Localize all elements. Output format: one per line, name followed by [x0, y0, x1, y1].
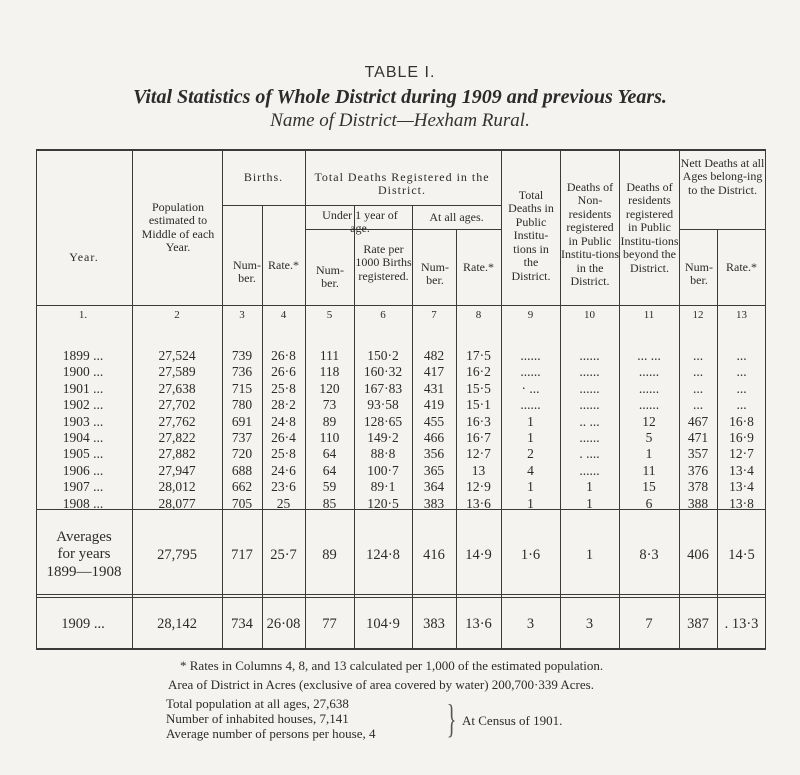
table-cell: 25 — [276, 495, 291, 511]
table-cell: 13·6 — [466, 495, 491, 511]
table-cell: 1 — [527, 413, 534, 429]
table-cell: 1 — [645, 446, 653, 462]
col-header-total-deaths: Total Deaths Registered in the District. — [314, 170, 490, 198]
table-cell: · ... — [521, 380, 540, 396]
averages-cell: 14·9 — [465, 547, 492, 563]
table-bottom-rule — [36, 648, 766, 650]
table-cell: 15·1 — [466, 397, 491, 413]
census-houses: Number of inhabited houses, 7,141 — [166, 710, 349, 726]
table-cell: 25·8 — [271, 446, 296, 462]
table-cell: 118 — [319, 364, 340, 380]
col-header-nett-deaths: Nett Deaths at all Ages belong-ing to the District. — [680, 156, 765, 197]
table-cell: 737 — [231, 430, 253, 445]
col-header-all-ages: At all ages. — [429, 210, 484, 224]
row-year: 1907 ... — [62, 479, 104, 495]
year-1909-cell: 3 — [526, 616, 535, 632]
table-cell: ... — [736, 380, 747, 396]
col-header-nett-rate: Rate.* — [726, 260, 757, 274]
row-year: 1902 ... — [62, 397, 104, 413]
col-header-all-ages-rate: Rate.* — [463, 260, 494, 274]
table-cell: 357 — [687, 446, 709, 462]
averages-cell: 1 — [585, 547, 594, 563]
table-cell: ...... — [579, 364, 600, 380]
table-cell: 27,589 — [158, 364, 196, 380]
table-cell: 27,947 — [158, 462, 196, 478]
table-cell: 455 — [423, 413, 445, 429]
table-cell: 27,822 — [158, 430, 196, 445]
table-cell: 150·2 — [367, 348, 399, 363]
district-name: Name of District—Hexham Rural. — [270, 110, 530, 131]
table-cell: 88·8 — [370, 446, 396, 462]
col-header-population: Population estimated to Middle of each Year. — [141, 200, 215, 255]
table-cell: 17·5 — [466, 348, 491, 363]
table-cell: ...... — [638, 380, 660, 396]
col-header-nett-number: Num-ber. — [685, 260, 713, 288]
averages-cell: 14·5 — [728, 547, 755, 563]
table-cell: 688 — [231, 462, 253, 478]
table-cell: 110 — [319, 430, 340, 445]
table-cell: ... ... — [637, 348, 661, 363]
table-cell: 388 — [687, 495, 709, 511]
column-number: 6 — [380, 309, 386, 321]
table-cell: 364 — [423, 479, 445, 495]
vital-statistics-table — [36, 149, 766, 650]
column-number: 13 — [736, 309, 747, 321]
averages-cell: 27,795 — [157, 547, 197, 563]
table-cell: 16·8 — [729, 413, 754, 429]
table-cell: 383 — [423, 495, 445, 511]
column-number: 2 — [174, 309, 180, 321]
table-cell: 64 — [322, 462, 337, 478]
table-cell: 1 — [527, 479, 534, 495]
table-cell: 12·9 — [466, 479, 491, 495]
averages-cell: 406 — [687, 547, 709, 563]
table-cell: 471 — [687, 430, 709, 445]
year-1909-cell: 734 — [231, 616, 253, 632]
table-cell: 149·2 — [367, 430, 399, 445]
table-cell: 1 — [527, 495, 534, 511]
table-cell: 11 — [642, 462, 656, 478]
row-year: 1901 ... — [62, 380, 104, 396]
year-1909-cell: 387 — [687, 616, 709, 632]
col-header-all-ages-number: Num-ber. — [421, 260, 449, 288]
table-cell: 467 — [687, 413, 709, 429]
table-cell: ... — [692, 348, 704, 363]
table-cell: ...... — [520, 348, 541, 363]
year-1909-cell: 383 — [423, 616, 445, 632]
table-cell: 23·6 — [271, 479, 296, 495]
column-number: 12 — [692, 309, 704, 321]
year-1909-cell: 13·6 — [465, 616, 492, 632]
table-cell: ... — [736, 348, 747, 363]
table-cell: ... — [692, 364, 704, 380]
table-cell: 128·65 — [363, 413, 403, 429]
table-cell: 715 — [231, 380, 253, 396]
col-header-under-1-number: Num-ber. — [316, 263, 344, 291]
table-cell: 466 — [423, 430, 445, 445]
column-number: 7 — [431, 309, 437, 321]
table-cell: 376 — [687, 462, 709, 478]
year-1909-cell: 28,142 — [157, 616, 197, 632]
col-header-residents-beyond: Deaths of residents registered in Public Institu-tions beyond the District. — [620, 180, 679, 275]
averages-label-line: 1899—1908 — [46, 563, 122, 580]
table-cell: 13·4 — [729, 479, 754, 495]
table-cell: 365 — [423, 462, 445, 478]
table-cell: 2 — [527, 446, 534, 462]
row-year: 1903 ... — [62, 413, 104, 429]
table-cell: 27,702 — [158, 397, 196, 413]
col-header-under-1-rate: Rate per 1000 Births registered. — [355, 242, 412, 283]
table-cell: 13 — [471, 462, 486, 478]
table-cell: 736 — [231, 364, 253, 380]
table-cell: ...... — [579, 462, 600, 478]
table-top-rule — [36, 149, 766, 151]
table-cell: 27,638 — [158, 380, 196, 396]
deaths-subrule — [305, 205, 501, 206]
col-header-births-number: Num-ber. — [233, 258, 261, 286]
table-cell: 482 — [423, 348, 445, 363]
page-title: Vital Statistics of Whole District during 1909 and previous Years. — [133, 86, 667, 108]
row-year: 1905 ... — [62, 446, 104, 462]
averages-cell: 8·3 — [639, 547, 659, 563]
col-header-non-residents: Deaths of Non-residents registered in Public Institu-tions in the District. — [561, 180, 620, 289]
table-cell: 1 — [586, 479, 593, 495]
table-cell: 13·8 — [729, 495, 754, 511]
table-cell: 26·6 — [271, 364, 296, 380]
averages-label — [36, 529, 132, 581]
table-cell: 691 — [231, 413, 253, 429]
table-cell: 6 — [645, 495, 653, 511]
table-cell: 16·3 — [466, 413, 491, 429]
census-persons: Average number of persons per house, 4 — [166, 725, 376, 741]
table-cell: 167·83 — [363, 380, 403, 396]
table-cell: 5 — [645, 430, 653, 445]
averages-label-line: Averages — [56, 529, 112, 545]
table-cell: 111 — [319, 348, 340, 363]
table-cell: 100·7 — [367, 462, 399, 478]
row-year: 1908 ... — [62, 495, 104, 511]
averages-cell: 416 — [423, 547, 445, 563]
table-cell: 4 — [527, 462, 534, 478]
header-divider — [36, 305, 766, 306]
nett-subrule — [679, 229, 766, 230]
table-cell: 12·7 — [729, 446, 754, 462]
col-header-public-institutions: Total Deaths in Public Institu-tions in the District. — [508, 188, 554, 283]
table-cell: 120·5 — [367, 495, 399, 511]
table-cell: 120 — [319, 380, 340, 396]
col-header-births: Births. — [243, 170, 284, 184]
table-cell: 417 — [423, 364, 445, 380]
row-year: 1899 ... — [62, 348, 104, 363]
averages-divider-2 — [36, 597, 766, 598]
table-cell: . .... — [579, 446, 600, 462]
col-header-under-1: Under 1 year of age. — [322, 208, 398, 236]
table-cell: ...... — [579, 430, 600, 445]
table-cell: 85 — [322, 495, 337, 511]
table-cell: ...... — [579, 380, 600, 396]
column-number: 8 — [475, 309, 482, 321]
table-cell: 59 — [322, 479, 337, 495]
table-cell: 419 — [423, 397, 445, 413]
table-cell: 720 — [231, 446, 253, 462]
table-cell: 28,077 — [158, 495, 196, 511]
table-cell: 15 — [642, 479, 656, 495]
table-cell: 739 — [231, 348, 253, 363]
column-number: 5 — [326, 309, 333, 321]
table-cell: 356 — [423, 446, 445, 462]
table-cell: 13·4 — [729, 462, 754, 478]
table-cell: 16·7 — [466, 430, 491, 445]
table-cell: 12·7 — [466, 446, 491, 462]
area-footnote: Area of District in Acres (exclusive of area covered by water) 200,700·339 Acres. — [168, 677, 594, 692]
table-cell: ... — [692, 380, 704, 396]
table-cell: 662 — [231, 479, 253, 495]
table-cell: 431 — [423, 380, 445, 396]
averages-cell: 25·7 — [270, 547, 297, 563]
table-cell: 16·2 — [466, 364, 491, 380]
column-number: 4 — [280, 309, 287, 321]
census-lines — [166, 697, 376, 742]
averages-divider — [36, 594, 766, 595]
table-cell: 24·8 — [271, 413, 296, 429]
table-cell: 73 — [322, 397, 337, 413]
rates-footnote: * Rates in Columns 4, 8, and 13 calculated per 1,000 of the estimated population. — [180, 658, 604, 673]
table-cell: ...... — [638, 364, 660, 380]
table-cell: 15·5 — [466, 380, 491, 396]
table-cell: 24·6 — [271, 462, 296, 478]
table-cell: 26·8 — [271, 348, 296, 363]
table-label: TABLE I. — [364, 64, 436, 81]
col-header-year: Year. — [69, 250, 99, 264]
year-1909-cell: 3 — [585, 616, 594, 632]
table-cell: 160·32 — [363, 364, 403, 380]
table-cell: 705 — [231, 495, 253, 511]
averages-cell: 717 — [231, 547, 253, 563]
table-cell: 93·58 — [367, 397, 399, 413]
table-cell: 89·1 — [370, 479, 396, 495]
table-cell: ... — [736, 364, 747, 380]
table-cell: 27,762 — [158, 413, 196, 429]
table-cell: 28·2 — [271, 397, 296, 413]
averages-cell: 1·6 — [520, 547, 541, 563]
table-cell: ...... — [579, 348, 600, 363]
table-cell: 28,012 — [158, 479, 196, 495]
row-year: 1906 ... — [62, 462, 104, 478]
table-cell: 27,524 — [158, 348, 196, 363]
averages-cell: 124·8 — [366, 547, 400, 563]
table-cell: 378 — [687, 479, 709, 495]
table-cell: 780 — [231, 397, 253, 413]
column-number: 3 — [239, 309, 245, 321]
table-cell: 1 — [586, 495, 593, 511]
year-1909-cell: 104·9 — [366, 616, 400, 632]
column-number: 9 — [527, 309, 534, 321]
table-cell: 16·9 — [729, 430, 754, 445]
row-year: 1900 ... — [62, 364, 104, 380]
births-subrule — [222, 205, 305, 206]
table-cell: ...... — [520, 397, 541, 413]
table-cell: ... — [736, 397, 747, 413]
census-note: At Census of 1901. — [462, 713, 563, 728]
col-header-births-rate: Rate.* — [268, 258, 299, 272]
row-year: 1909 ... — [61, 616, 105, 632]
year-1909-cell: 77 — [322, 616, 337, 632]
table-cell: 27,882 — [158, 446, 196, 462]
table-cell: 25·8 — [271, 380, 296, 396]
table-cell: 26·4 — [271, 430, 296, 445]
row-year: 1904 ... — [62, 430, 104, 445]
column-number: 10 — [584, 309, 595, 321]
table-cell: ...... — [638, 397, 660, 413]
table-cell: ...... — [579, 397, 600, 413]
year-1909-cell: 26·08 — [266, 616, 301, 632]
year-1909-cell: . 13·3 — [724, 616, 759, 632]
table-cell: 12 — [642, 413, 656, 429]
table-cell: 89 — [322, 413, 337, 429]
table-cell: ...... — [520, 364, 541, 380]
year-1909-cell: 7 — [645, 616, 653, 632]
column-number: 1. — [78, 309, 88, 321]
averages-label-line: for years — [57, 546, 111, 563]
table-cell: .. ... — [579, 413, 600, 429]
census-brace: } — [446, 696, 457, 741]
averages-cell: 89 — [322, 547, 337, 563]
table-cell: ... — [692, 397, 704, 413]
census-population: Total population at all ages, 27,638 — [166, 696, 349, 711]
column-number: 11 — [643, 309, 655, 321]
table-cell: 64 — [322, 446, 337, 462]
table-cell: 1 — [527, 430, 534, 445]
